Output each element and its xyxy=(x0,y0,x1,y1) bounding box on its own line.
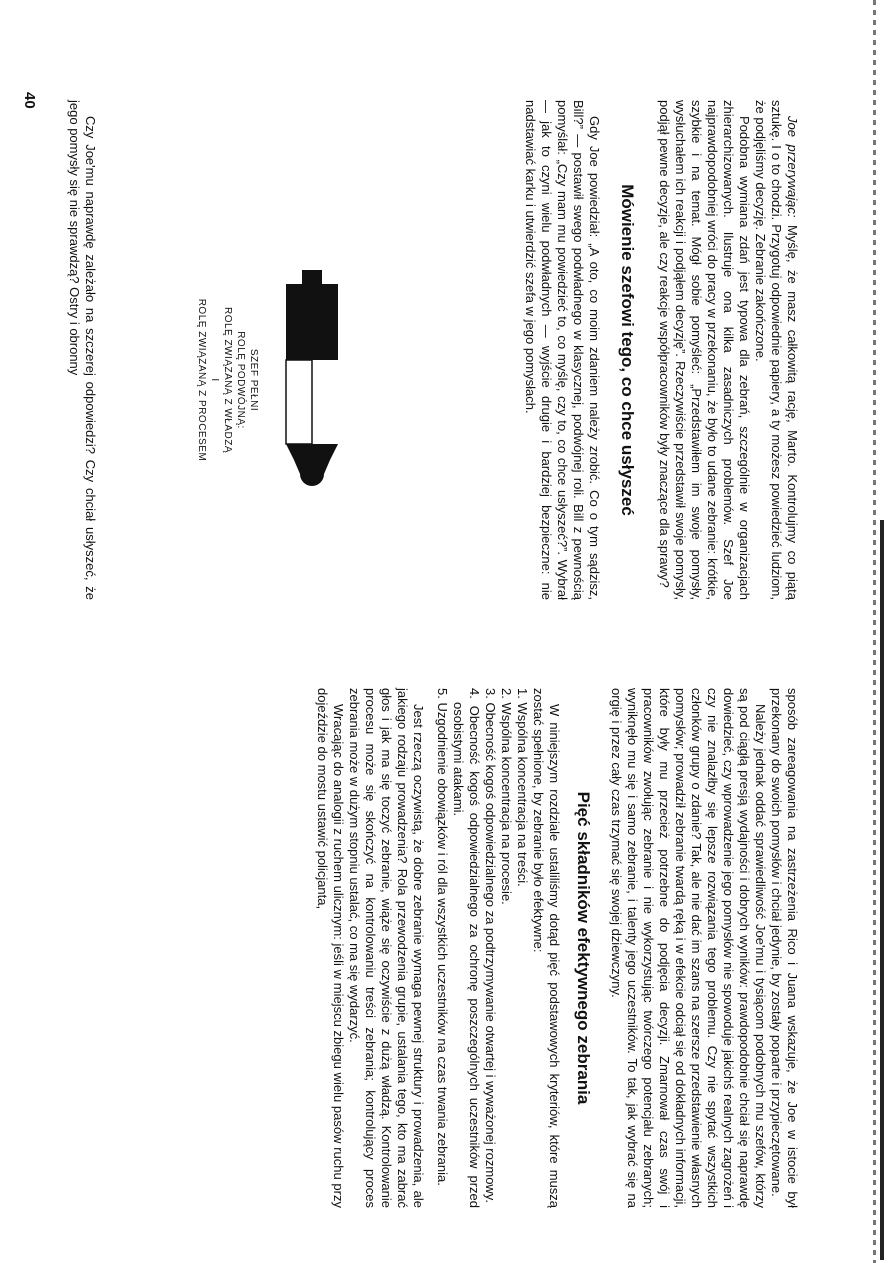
binding-edge xyxy=(880,520,884,1260)
left-page-bottom xyxy=(58,100,98,600)
right-paragraph-1: sposób zareagowania na zastrzeżenia Rico i Juana wskazuje, że Joe w istocie był przekonany do swoich pomysłów i chciał jedynie, by zostały poparte i przypieczętowane. xyxy=(769,688,800,1208)
left-paragraph-4: Czy Joe'mu naprawdę zależało na szczerej odpowiedzi? Czy chciał usłyszeć, że jego pomysły się nie sprawdzą? Ostry i obronny xyxy=(67,100,98,600)
right-paragraph-2: Należy jednak oddać sprawiedliwość Joe'mu i tysiącom podobnych mu szefów, którzy są pod ciągłą presją wydajności i dobrych wyników: prawdopodobnie chciał się naprawdę dowiedzieć, czy wprowadzenie jego pomysłów nie spowoduje jakichś realnych zagrożeń i czy nie znalazłby się lepsze rozwiązania tego problemu. Czy nie spytać wszystkich członków grupy o zdanie? Tak, ale nie dać im szans na szersze przedstawienie własnych pomysłów; prowadził zebranie twardą ręką i w efekcie odciął się od dokładnych informacji, które były mu przecież potrzebne do podjęcia decyzji. Zmarnował czas swój i pracowników zwołując zebranie i nie wykorzystując twórczego potencjału zebranych; wyniknęło mu się i samo zebranie, i talenty jego uczestników. To tak, jak wybrać się na orgię i przez cały czas trzymać się swojej dziewczyny. xyxy=(609,688,768,1208)
left-paragraph-2: Podobna wymiana zdań jest typowa dla zebrań, szczególnie w organizacjach zhierarchizowanych. Ilustruje ona kilka zasadniczych problemów. Szef Joe najprawdopodobniej wróci do pracy w przekonaniu, że było to udane zebranie: krótkie, szybkie i na temat. Mógł sobie pomyśleć: „Przedstawiłem im swoje pomysły, wysłuchałem ich reakcji i podjąłem decyzję”. Rzeczywiście przedstawił swoje pomysły, podjął pewne decyzje, ale czy reakcje współpracowników były znaczące dla sprawy? xyxy=(657,100,752,600)
right-paragraph-3: W niniejszym rozdziale ustaliliśmy dotąd pięć podstawowych kryteriów, które muszą zostać spełnione, by zebranie było efektywne: xyxy=(531,688,562,1208)
right-page-column xyxy=(315,688,800,1208)
diagram-label-1: SZEF PEŁNI xyxy=(248,348,259,412)
left-section-heading: Mówienie szefowi tego, co chce usłyszeć xyxy=(618,184,637,516)
right-paragraph-4: Jest rzeczą oczywistą, że dobre zebranie wymaga pewnej struktury i prowadzenia, ale jakiego rodzaju prowadzenia? Rola przewodzenia grupie, ustalania tego, kto ma zabrać głos i jak ma się toczyć zebranie, wiąże się oczywiście z dużą władzą. Kontrolowanie procesu może się skończyć na kontrolowaniu treści zebrania; kontrolujący proces zebrania może w dużym stopniu ustalać, co ma się wydarzyć. xyxy=(347,688,426,1208)
list-item: 1. Wspólna koncentracja na treści. xyxy=(515,688,530,887)
list-item: 3. Obecność kogoś odpowiedzialnego za podtrzymywanie otwartej i wyważonej rozmowy. xyxy=(483,688,498,1203)
left-page-column xyxy=(400,100,800,600)
list-item: 5. Uzgodnienie obowiązków i ról dla wszystkich uczestników na czas trwania zebrania. xyxy=(435,688,450,1186)
left-paragraph-3: Gdy Joe powiedział: „A oto, co moim zdaniem należy zrobić. Co o tym sądzisz, Bill?” — postawił swego podwładnego w klasycznej, podwójnej roli. Bill z pewnością pomyślał: „Czy mam mu powiedzieć to, co myślę, czy to, co chce usłyszeć?”. Wybrał — jak to czyni wielu podwładnych — wyjście drugie i bardziej bezpieczne: nie nadstawiać karku i utwierdzić szefa w jego pomysłach. xyxy=(523,100,602,600)
list-item: 2. Wspólna koncentracja na procesie. xyxy=(499,688,514,905)
diagram-label-5: ROLĘ ZWIĄZANĄ Z PROCESEM xyxy=(196,298,207,462)
criteria-list xyxy=(434,688,530,1208)
gutter-edge xyxy=(873,0,876,1263)
role-diagram xyxy=(196,270,360,490)
diagram-label-3: ROLĘ ZWIĄZANĄ Z WŁADZĄ xyxy=(222,306,233,453)
dialogue-speaker: Joe przerywając: xyxy=(785,116,800,218)
person-silhouette-icon xyxy=(270,270,360,490)
list-item: 4. Obecność kogoś odpowiedzialnego za ochronę poszczególnych uczestników przed osobistymi atakami. xyxy=(451,688,482,1208)
left-paragraph-1: Myślę, że masz całkowitą rację, Marto. Kontrolujmy co piątą sztukę. I o to chodzi. Przygotuj odpowiednie papiery, a ty możesz powiedzieć ludziom, że podjęliśmy decyzję. Zebranie zakończone. xyxy=(753,100,800,600)
right-paragraph-5: Wracając do analogii z ruchem ulicznym: jeśli w miejscu zbiegu wielu pasów ruchu przy dojeździe do mostu ustawić policjanta, xyxy=(315,688,346,1208)
page-number: 40 xyxy=(21,92,38,109)
diagram-label-4: I xyxy=(209,378,220,382)
diagram-label-2: ROLĘ PODWÓJNĄ: xyxy=(235,331,246,429)
right-section-heading: Pięć składników efektywnego zebrania xyxy=(574,791,593,1105)
